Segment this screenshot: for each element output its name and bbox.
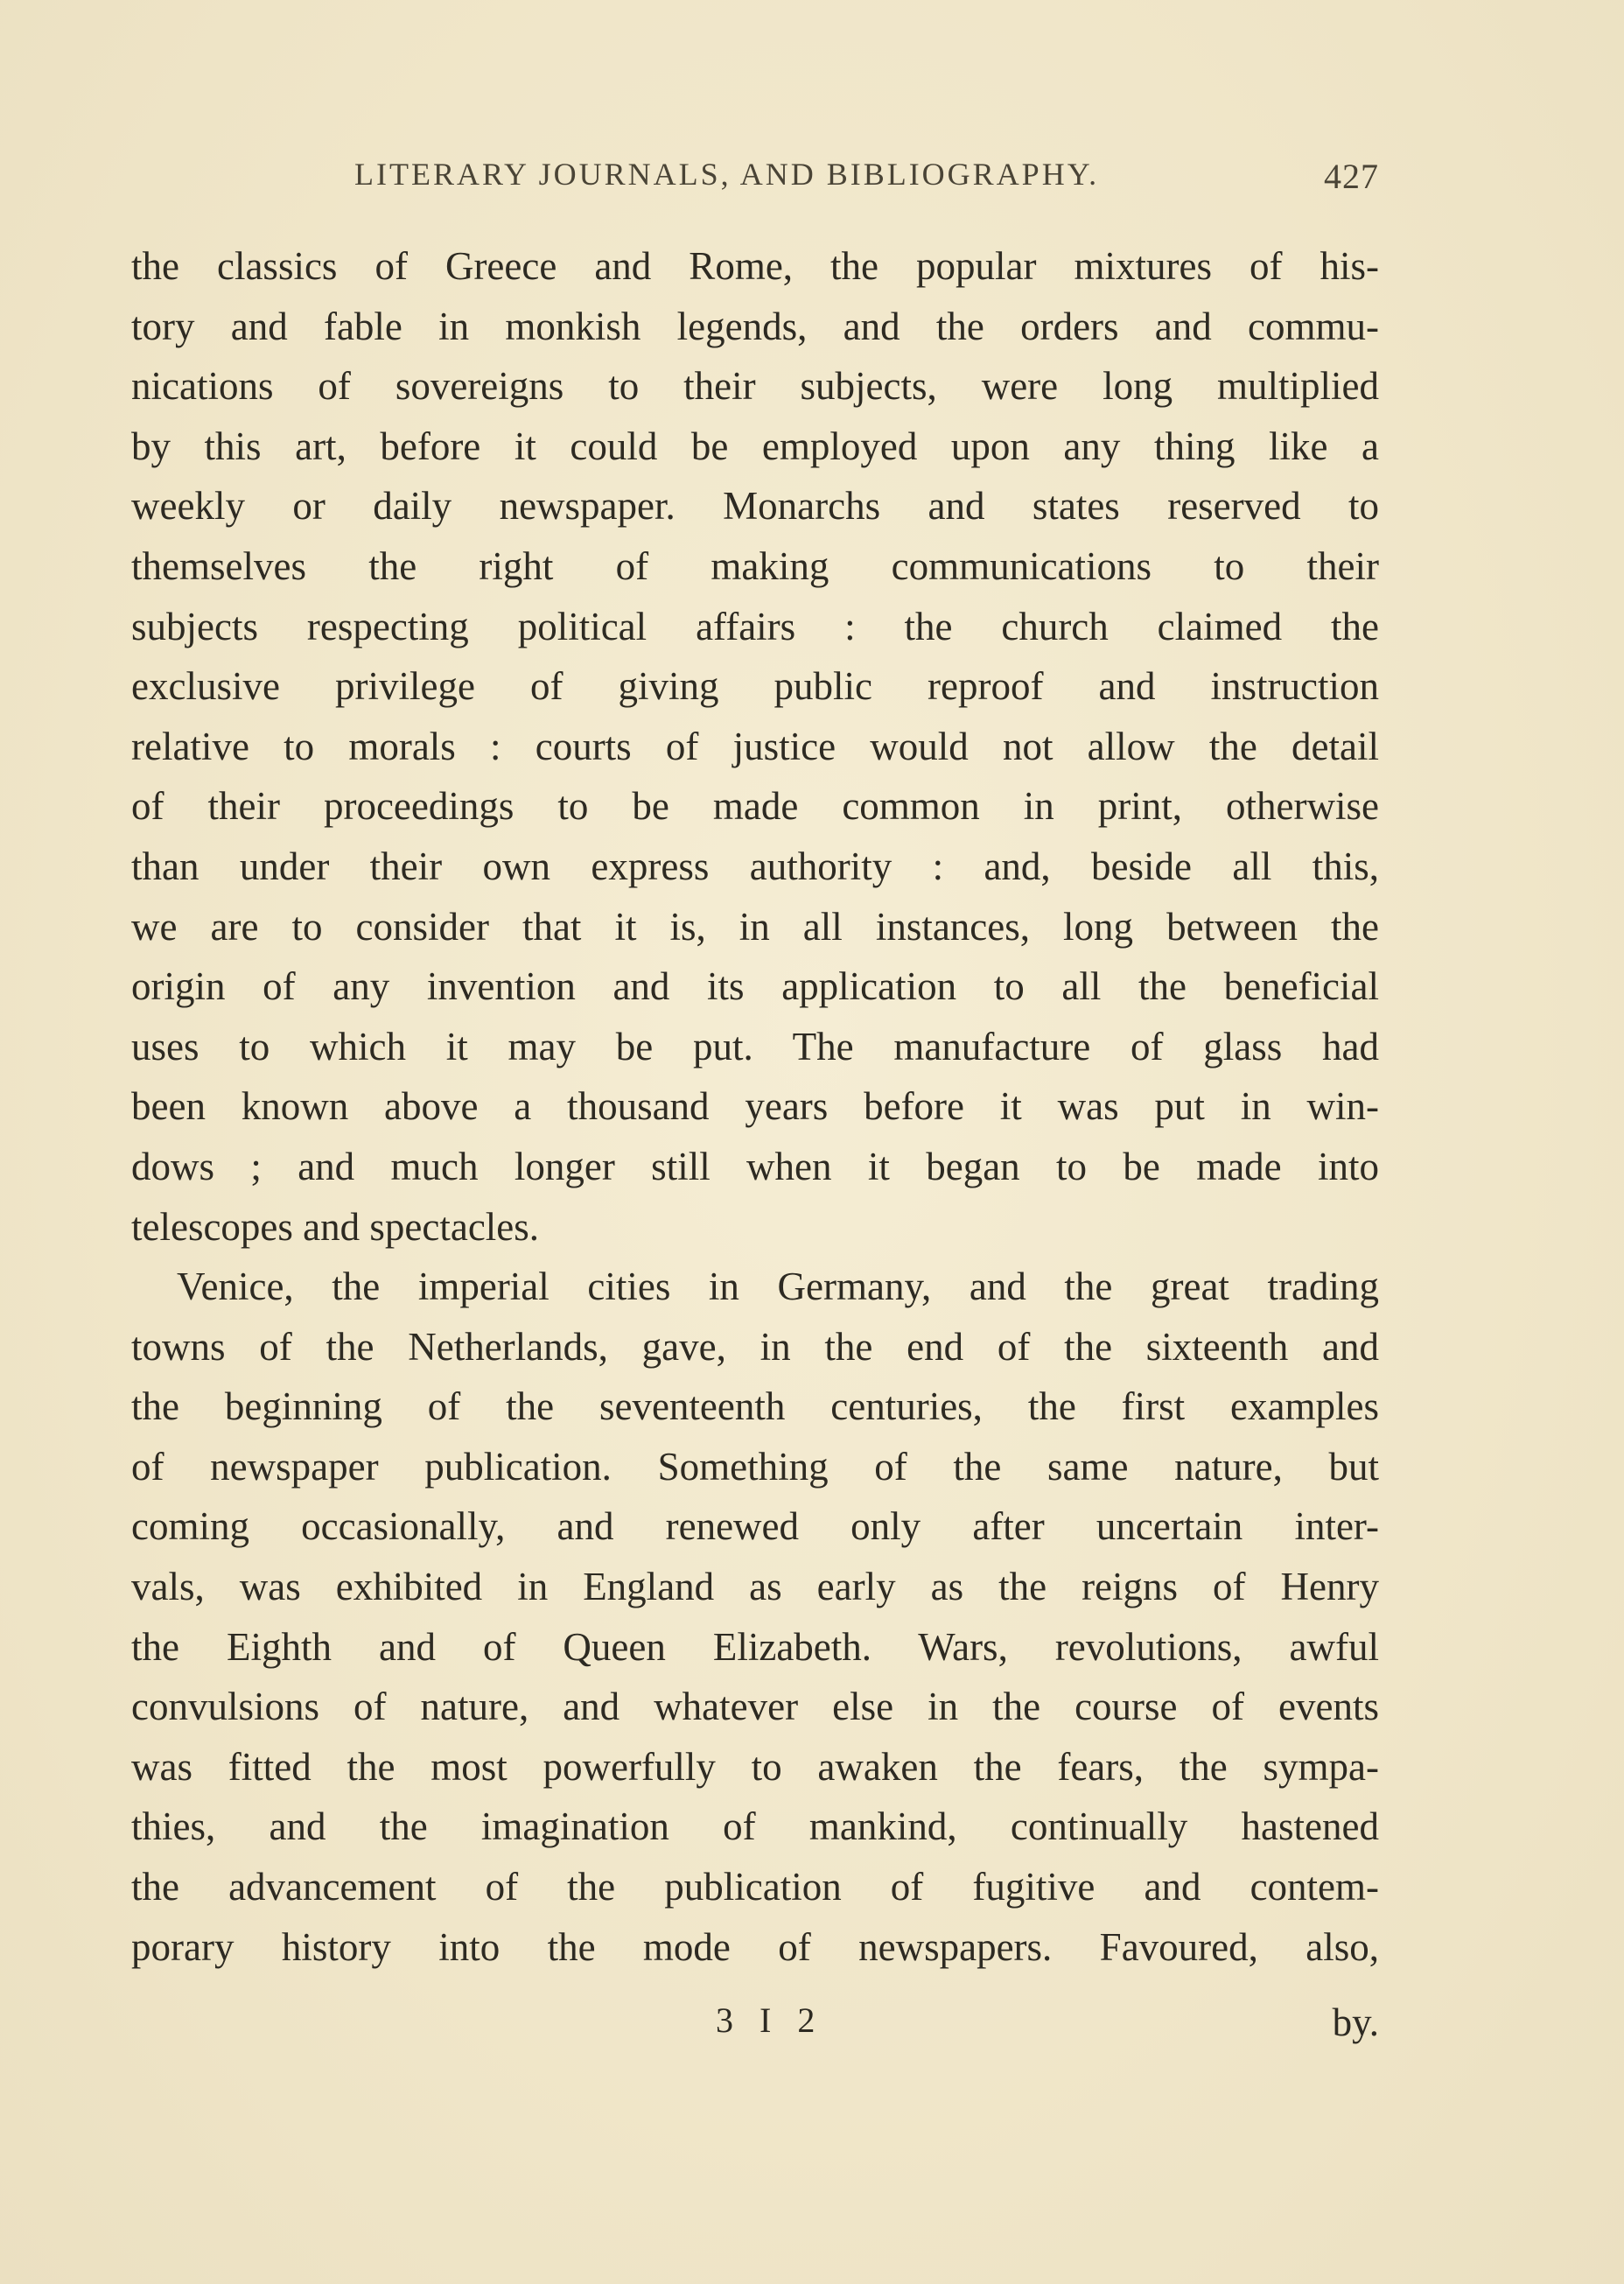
text-line: themselves the right of making communications to their xyxy=(131,543,1379,588)
text-line: convulsions of nature, and whatever else in the course of events xyxy=(131,1685,1379,1729)
text-line: the Eighth and of Queen Elizabeth. Wars, revolutions, awful xyxy=(131,1624,1379,1669)
text-line: coming occasionally, and renewed only after uncertain inter- xyxy=(131,1504,1379,1549)
text-line: dows ; and much longer still when it began to be made into xyxy=(131,1144,1379,1188)
text-line: the advancement of the publication of fugitive and contem- xyxy=(131,1865,1379,1909)
text-line: the beginning of the seventeenth centuries, the first examples xyxy=(131,1384,1379,1429)
text-line: subjects respecting political affairs : the church claimed the xyxy=(131,604,1379,648)
text-line: Venice, the imperial cities in Germany, and the great trading xyxy=(177,1265,1379,1309)
running-title: LITERARY JOURNALS, AND BIBLIOGRAPHY. xyxy=(354,157,1100,192)
signature-mark: 3 I 2 xyxy=(716,2000,824,2040)
body-text xyxy=(131,236,1379,1977)
text-line: of their proceedings to be made common in print, otherwise xyxy=(131,784,1379,829)
text-line: than under their own express authority : and, beside all this, xyxy=(131,844,1379,888)
text-line: porary history into the mode of newspapers. Favoured, also, xyxy=(131,1924,1379,1969)
text-line: thies, and the imagination of mankind, continually hastened xyxy=(131,1804,1379,1849)
page-number: 427 xyxy=(1324,157,1379,196)
text-line: the classics of Greece and Rome, the popular mixtures of his- xyxy=(131,244,1379,288)
catchword: by. xyxy=(1332,2000,1379,2044)
paragraph-1 xyxy=(131,236,1379,1257)
paragraph-2 xyxy=(131,1257,1379,1977)
text-line: vals, was exhibited in England as early as the reigns of Henry xyxy=(131,1565,1379,1609)
text-line: by this art, before it could be employed upon any thing like a xyxy=(131,424,1379,468)
text-line: of newspaper publication. Something of the same nature, but xyxy=(131,1444,1379,1489)
text-line: was fitted the most powerfully to awaken the fears, the sympa- xyxy=(131,1744,1379,1789)
text-line: exclusive privilege of giving public reproof and instruction xyxy=(131,664,1379,709)
text-line: relative to morals : courts of justice would not allow the detail xyxy=(131,724,1379,768)
text-line: tory and fable in monkish legends, and the orders and commu- xyxy=(131,304,1379,348)
page-footer xyxy=(131,2000,1379,2052)
text-line: been known above a thousand years before it was put in win- xyxy=(131,1084,1379,1129)
text-line: nications of sovereigns to their subjects, were long multiplied xyxy=(131,364,1379,409)
text-line: telescopes and spectacles. xyxy=(131,1204,540,1249)
running-head xyxy=(131,156,1379,200)
text-line: towns of the Netherlands, gave, in the end of the sixteenth and xyxy=(131,1324,1379,1369)
text-line: we are to consider that it is, in all instances, long between the xyxy=(131,904,1379,949)
text-line: weekly or daily newspaper. Monarchs and states reserved to xyxy=(131,484,1379,529)
text-line: origin of any invention and its application to all the beneficial xyxy=(131,964,1379,1009)
text-line: uses to which it may be put. The manufacture of glass had xyxy=(131,1024,1379,1068)
